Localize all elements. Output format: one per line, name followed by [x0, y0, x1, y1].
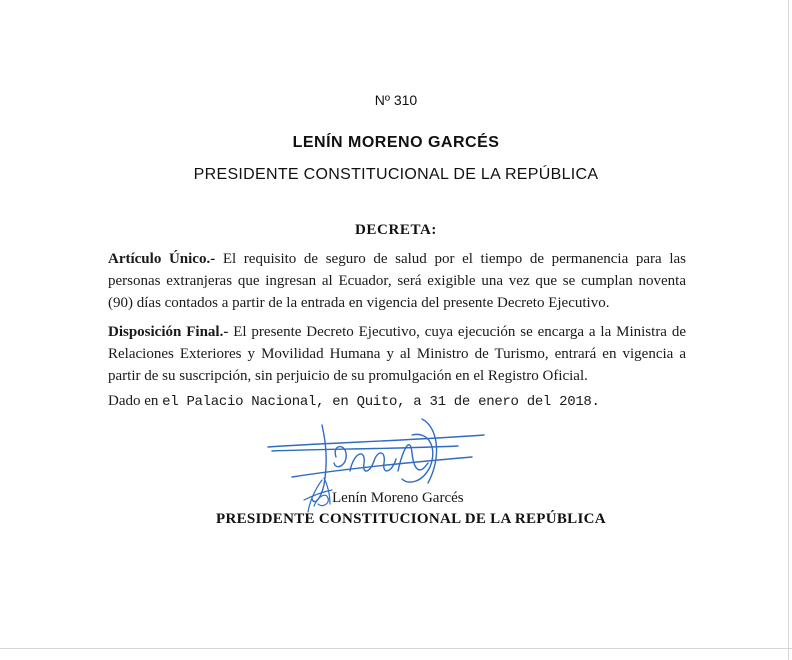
- article-lead: Artículo Único.-: [108, 251, 216, 267]
- decreta-heading: DECRETA:: [354, 222, 438, 238]
- place-date: el Palacio Nacional, en Quito, a 31 de enero del 2018.: [162, 394, 600, 410]
- final-disposition-paragraph: [108, 321, 686, 387]
- signer-name: Lenín Moreno Garcés: [332, 490, 464, 506]
- office-heading: PRESIDENTE CONSTITUCIONAL DE LA REPÚBLICA: [193, 166, 599, 183]
- given-at-label: Dado en: [108, 393, 163, 409]
- final-lead: Disposición Final.-: [108, 324, 229, 340]
- final-text: El presente Decreto Ejecutivo, cuya ejecución se encarga a la Ministra de Relaciones Exteriores y Movilidad Humana y al Ministro de Turismo, entrará en vigencia a partir de su suscripción, sin perjuicio de su promulgación en el Registro Oficial.: [108, 324, 687, 384]
- page-edge-bottom: [0, 648, 792, 649]
- decree-number: Nº 310: [374, 92, 418, 108]
- article-text: El requisito de seguro de salud por el tiempo de permanencia para las personas extranjeras que ingresan al Ecuador, será exigible una vez que se cumplan noventa (90) días contados a partir de la entrada en vigencia del presente Decreto Ejecutivo.: [108, 251, 686, 311]
- given-at-line: [108, 393, 600, 410]
- signer-title: PRESIDENTE CONSTITUCIONAL DE LA REPÚBLICA: [216, 511, 606, 527]
- article-paragraph: [108, 248, 686, 314]
- president-name-heading: LENÍN MORENO GARCÉS: [292, 134, 500, 151]
